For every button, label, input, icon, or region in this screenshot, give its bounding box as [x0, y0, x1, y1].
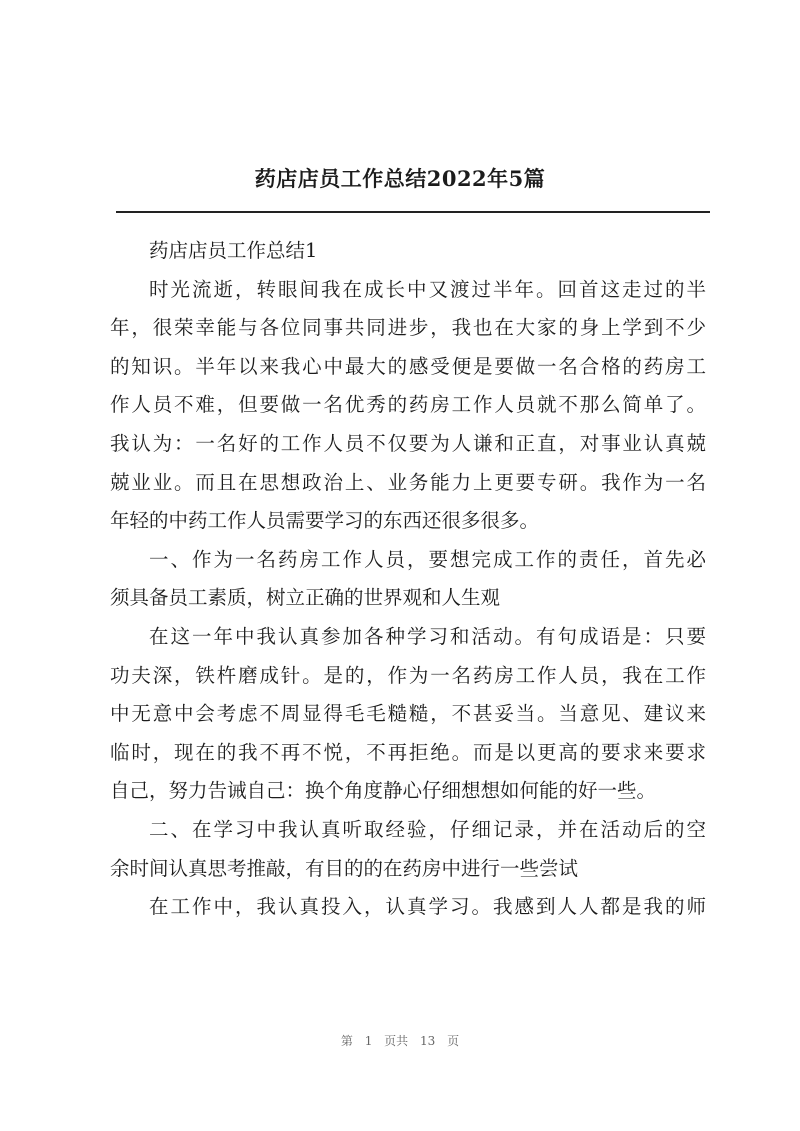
text-line: 时光流逝，转眼间我在成长中又渡过半年。回首这走过的半: [149, 277, 706, 301]
footer-total-pages: 13: [420, 1034, 436, 1048]
title-divider: [116, 211, 710, 213]
text-line: 年轻的中药工作人员需要学习的东西还很多很多。: [110, 509, 540, 533]
text-line: 兢业业。而且在思想政治上、业务能力上更要专研。我作为一名: [110, 470, 706, 494]
text-line: 临时，现在的我不再不悦，不再拒绝。而是以更高的要求来要求: [110, 740, 706, 764]
footer-prefix: 第: [340, 1034, 353, 1048]
text-line: 在这一年中我认真参加各种学习和活动。有句成语是：只要: [149, 624, 706, 648]
text-line: 药店店员工作总结1: [149, 239, 318, 262]
footer-suffix: 页: [447, 1034, 460, 1048]
document-body: [110, 232, 706, 927]
text-line: 我认为：一名好的工作人员不仅要为人谦和正直，对事业认真兢: [110, 431, 706, 455]
text-line: 一、作为一名药房工作人员，要想完成工作的责任，首先必: [149, 547, 706, 571]
text-line: 须具备员工素质，树立正确的世界观和人生观: [110, 586, 501, 610]
text-line: 自己，努力告诫自己：换个角度静心仔细想想如何能的好一些。: [110, 779, 657, 803]
page-footer: [0, 1032, 800, 1049]
text-line: 年，很荣幸能与各位同事共同进步，我也在大家的身上学到不少: [110, 316, 706, 340]
text-line: 作人员不难，但要做一名优秀的药房工作人员就不那么简单了。: [110, 393, 706, 417]
text-line: 在工作中，我认真投入，认真学习。我感到人人都是我的师: [149, 895, 706, 919]
text-line: 功夫深，铁杵磨成针。是的，作为一名药房工作人员，我在工作: [110, 663, 706, 687]
text-line: 的知识。半年以来我心中最大的感受便是要做一名合格的药房工: [110, 354, 706, 378]
text-line: 二、在学习中我认真听取经验，仔细记录，并在活动后的空: [149, 817, 706, 841]
text-line: 余时间认真思考推敲，有目的的在药房中进行一些尝试: [110, 856, 579, 880]
text-line: 中无意中会考虑不周显得毛毛糙糙，不甚妥当。当意见、建议来: [110, 702, 706, 726]
footer-page-number: 1: [364, 1034, 373, 1048]
footer-middle: 页共: [384, 1034, 409, 1048]
document-title: 药店店员工作总结2022年5篇: [254, 166, 546, 191]
